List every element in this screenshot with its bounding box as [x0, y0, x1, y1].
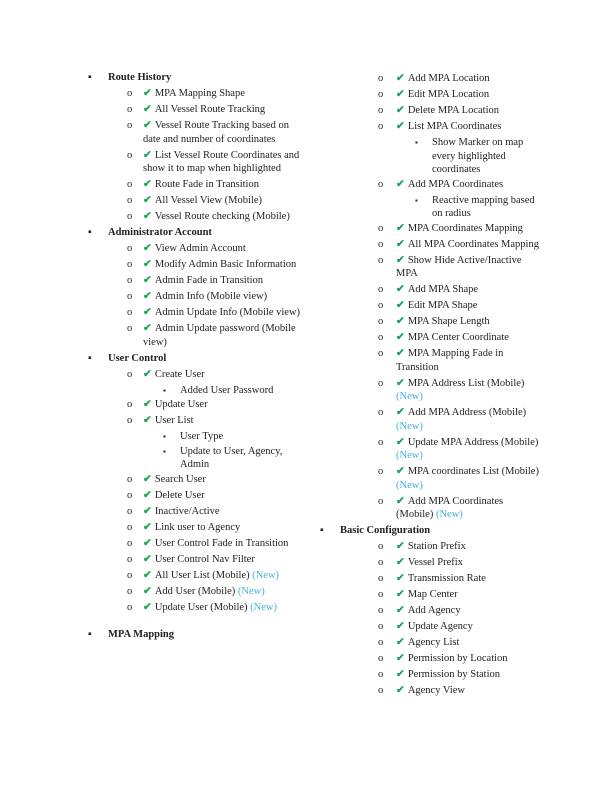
list-item: o ✔ User List: [127, 415, 194, 426]
list-item: o ✔ Vessel Route checking (Mobile): [127, 211, 290, 222]
check-icon: ✔: [396, 121, 405, 132]
list-item: o ✔ Update User (Mobile) (New): [127, 601, 277, 613]
check-icon: ✔: [396, 436, 405, 448]
check-icon: ✔: [396, 332, 405, 343]
check-icon: ✔: [396, 605, 405, 616]
check-icon: ✔: [396, 541, 405, 552]
check-icon: ✔: [143, 243, 152, 254]
square-bullet-icon: ▪: [88, 352, 92, 364]
new-tag: (New): [396, 420, 423, 432]
list-item: o ✔ Update Agency: [378, 621, 473, 632]
check-icon: ✔: [396, 495, 405, 507]
check-icon: ✔: [143, 553, 152, 565]
list-item: o ✔ Show Hide Active/Inactive MPA: [378, 254, 522, 279]
check-icon: ✔: [143, 88, 152, 99]
list-item: o ✔ Edit MPA Location: [378, 89, 490, 100]
new-tag: (New): [237, 585, 265, 597]
list-item: o ✔ Link user to Agency: [127, 521, 241, 533]
list-item: o ✔ MPA Coordinates Mapping: [378, 222, 523, 234]
check-icon: ✔: [396, 466, 405, 477]
list-item: o ✔ Admin Update Info (Mobile view): [127, 307, 301, 318]
check-icon: ✔: [143, 415, 152, 426]
check-icon: ✔: [143, 120, 152, 131]
section-mpa-mapping: ▪ MPA Mapping: [88, 629, 175, 640]
list-item: o ✔ Agency View: [378, 685, 466, 696]
list-item: o ✔ Vessel Prefix: [378, 557, 463, 568]
list-item: o ✔ Permission by Station: [378, 669, 500, 680]
check-icon: ✔: [396, 316, 405, 327]
check-icon: ✔: [143, 601, 152, 613]
check-icon: ✔: [143, 211, 152, 222]
list-item: o ✔ Add Agency: [378, 605, 461, 616]
check-icon: ✔: [143, 585, 152, 597]
list-item: o ✔ Edit MPA Shape: [378, 300, 478, 311]
list-item: o ✔ Update User: [127, 399, 208, 410]
list-item: o ✔ Add MPA Address (Mobile) (New): [378, 407, 527, 432]
list-item: o ✔ Permission by Location: [378, 653, 508, 664]
check-icon: ✔: [143, 521, 152, 533]
sub-item: ▪ Reactive mapping based on radius: [415, 194, 535, 219]
list-item: o ✔ Admin Info (Mobile view): [127, 291, 268, 302]
check-icon: ✔: [396, 669, 405, 680]
list-item: o ✔ All Vessel Route Tracking: [127, 104, 266, 115]
list-item: o ✔ Agency List: [378, 637, 460, 648]
check-icon: ✔: [143, 307, 152, 318]
square-bullet-icon: ▪: [88, 629, 92, 640]
list-item: o ✔ Route Fade in Transition: [127, 179, 259, 190]
list-item: o ✔ Add MPA Location: [378, 73, 490, 84]
list-item: o ✔ Station Prefix: [378, 541, 466, 552]
sub-item: ▪ Show Marker on map every highlighted coordinates: [415, 137, 524, 175]
new-tag: (New): [396, 479, 423, 491]
list-item: o ✔ All MPA Coordinates Mapping: [378, 238, 539, 250]
check-icon: ✔: [396, 178, 405, 190]
check-icon: ✔: [396, 573, 405, 584]
check-icon: ✔: [396, 222, 405, 234]
left-column: [88, 70, 303, 644]
list-item: o ✔ Vessel Route Tracking based on date and number of coordinates: [127, 120, 289, 145]
list-item: o ✔ User Control Fade in Transition: [127, 537, 289, 549]
check-icon: ✔: [143, 399, 152, 410]
list-item: o ✔ View Admin Account: [127, 243, 246, 254]
check-icon: ✔: [396, 73, 405, 84]
square-bullet-icon: ▪: [88, 227, 92, 238]
list-item: o ✔ Map Center: [378, 589, 458, 600]
check-icon: ✔: [143, 323, 152, 334]
list-item: o ✔ Update MPA Address (Mobile) (New): [378, 436, 539, 461]
sub-item: ▪ Added User Password: [163, 384, 274, 396]
list-item: o ✔ MPA coordinates List (Mobile) (New): [378, 466, 539, 491]
check-icon: ✔: [396, 377, 405, 389]
section-user-control: ▪ User Control: [88, 352, 167, 364]
list-item: o ✔ Delete User: [127, 489, 205, 501]
list-item: o ✔ User Control Nav Filter: [127, 553, 255, 565]
check-icon: ✔: [143, 149, 152, 161]
right-column: [320, 72, 540, 700]
check-icon: ✔: [396, 407, 405, 418]
check-icon: ✔: [396, 300, 405, 311]
list-item: o ✔ Delete MPA Location: [378, 105, 499, 116]
check-icon: ✔: [396, 254, 405, 266]
check-icon: ✔: [396, 557, 405, 568]
new-tag: (New): [250, 601, 277, 613]
check-icon: ✔: [143, 505, 152, 517]
list-item: o ✔ All User List (Mobile) (New): [127, 569, 280, 581]
section-administrator-account: ▪ Administrator Account: [88, 227, 212, 238]
check-icon: ✔: [396, 105, 405, 116]
check-icon: ✔: [396, 348, 405, 359]
check-icon: ✔: [143, 104, 152, 115]
list-item: o ✔ List Vessel Route Coordinates and show it to map when highlighted: [127, 149, 300, 174]
check-icon: ✔: [143, 537, 152, 549]
list-item: o ✔ Add MPA Coordinates (Mobile) (New): [378, 495, 504, 520]
list-item: o ✔ Modify Admin Basic Information: [127, 259, 297, 270]
check-icon: ✔: [396, 284, 405, 295]
list-item: o ✔ MPA Center Coordinate: [378, 332, 509, 343]
list-item: o ✔ Transmission Rate: [378, 573, 486, 584]
list-item: o ✔ Inactive/Active: [127, 505, 220, 517]
section-route-history: ▪ Route History: [88, 72, 172, 83]
new-tag: (New): [252, 569, 280, 581]
check-icon: ✔: [143, 473, 152, 485]
check-icon: ✔: [143, 368, 152, 380]
list-item: o ✔ Admin Fade in Transition: [127, 275, 264, 286]
new-tag: (New): [396, 450, 423, 461]
check-icon: ✔: [396, 685, 405, 696]
list-item: o ✔ Add MPA Coordinates: [378, 178, 504, 190]
list-item: o ✔ Search User: [127, 473, 206, 485]
new-tag: (New): [435, 509, 463, 520]
list-item: o ✔ MPA Mapping Fade in Transition: [378, 348, 504, 373]
check-icon: ✔: [143, 275, 152, 286]
list-item: o ✔ All Vessel View (Mobile): [127, 195, 262, 206]
check-icon: ✔: [396, 89, 405, 100]
list-item: o ✔ Add User (Mobile) (New): [127, 585, 265, 597]
section-basic-configuration: ▪ Basic Configuration: [320, 525, 431, 536]
sub-item: ▪ Update to User, Agency, Admin: [163, 445, 283, 470]
sub-item: ▪ User Type: [163, 431, 224, 442]
check-icon: ✔: [143, 195, 152, 206]
check-icon: ✔: [143, 179, 152, 190]
list-item: o ✔ List MPA Coordinates: [378, 121, 502, 132]
check-icon: ✔: [143, 291, 152, 302]
list-item: o ✔ Create User: [127, 368, 205, 380]
list-item: o ✔ MPA Mapping Shape: [127, 88, 245, 99]
check-icon: ✔: [396, 653, 405, 664]
square-bullet-icon: ▪: [88, 72, 92, 83]
check-icon: ✔: [143, 259, 152, 270]
list-item: o ✔ Admin Update password (Mobile view): [127, 323, 296, 348]
check-icon: ✔: [396, 589, 405, 600]
check-icon: ✔: [396, 238, 405, 250]
check-icon: ✔: [143, 489, 152, 501]
check-icon: ✔: [396, 637, 405, 648]
list-item: o ✔ MPA Shape Length: [378, 316, 490, 327]
check-icon: ✔: [396, 621, 405, 632]
check-icon: ✔: [143, 569, 152, 581]
list-item: o ✔ Add MPA Shape: [378, 284, 479, 295]
list-item: o ✔ MPA Address List (Mobile) (New): [378, 377, 525, 402]
new-tag: (New): [396, 391, 423, 402]
square-bullet-icon: ▪: [320, 525, 324, 536]
